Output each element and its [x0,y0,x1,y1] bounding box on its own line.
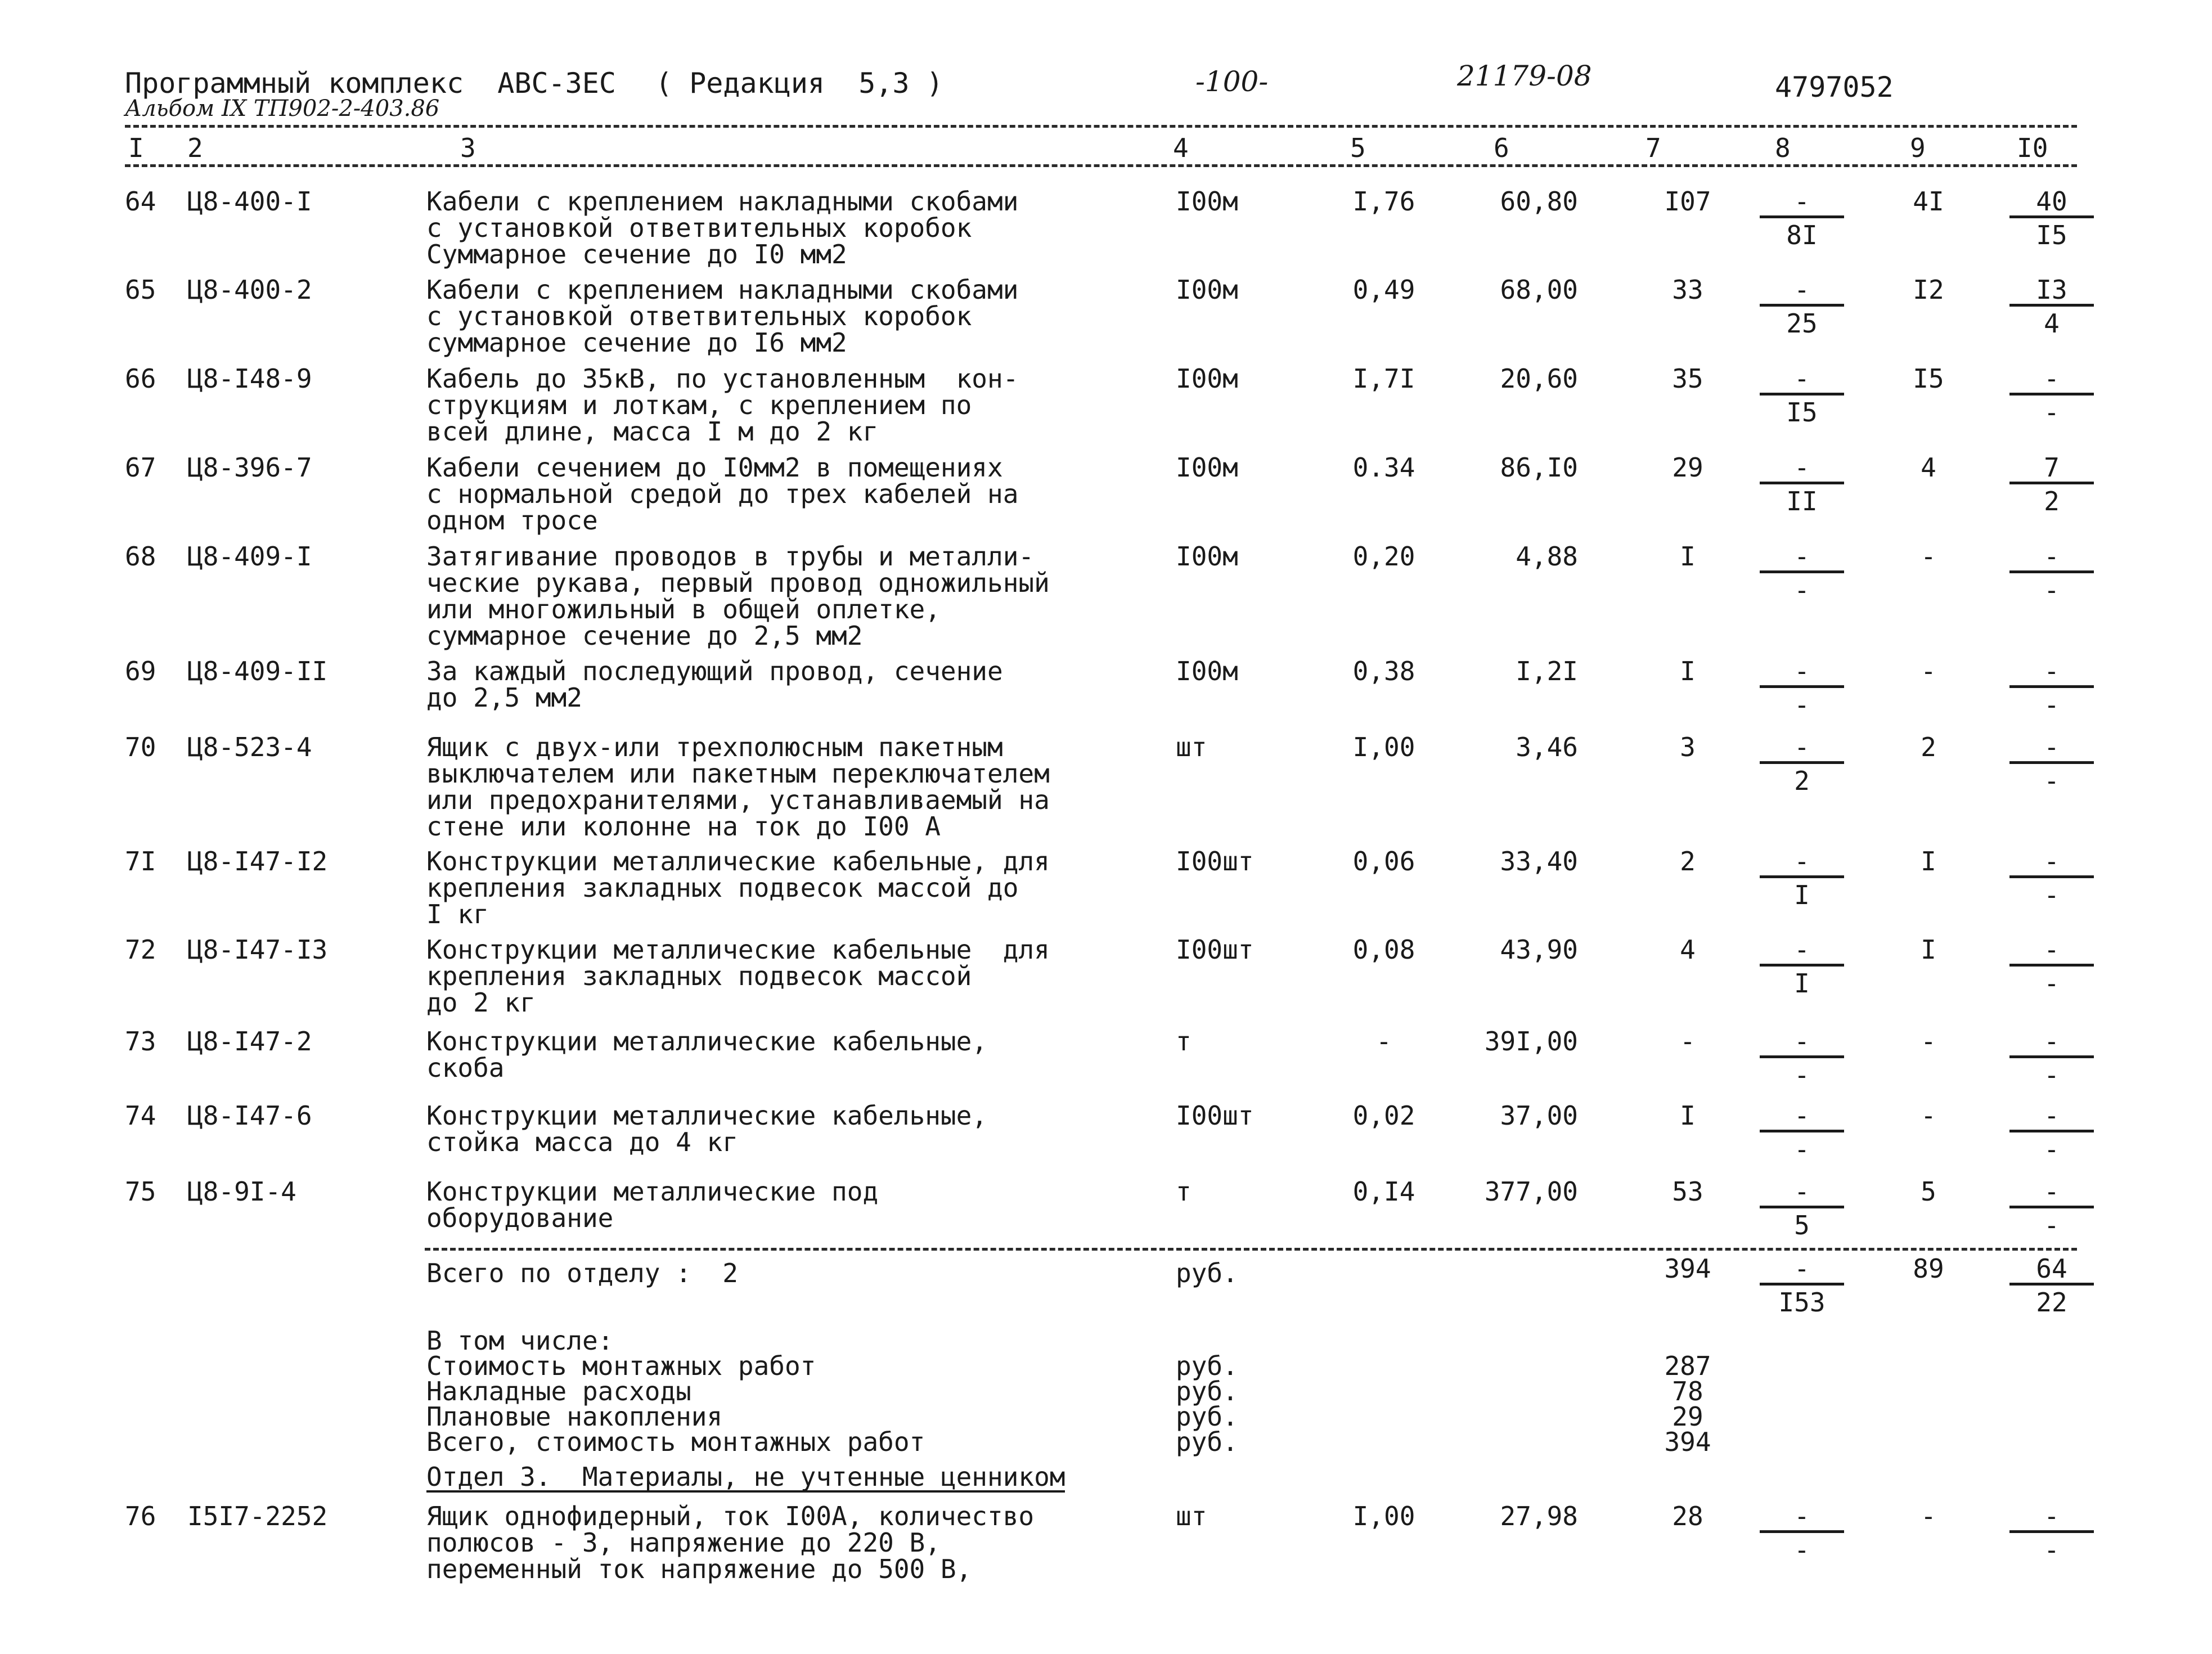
fraction-bar [2009,1130,2094,1132]
row-col10-num: - [2044,656,2060,686]
row-col10-num: - [2044,1100,2060,1131]
row-col8-num: - [1794,732,1810,762]
description-line: всей длине, масса I м до 2 кг [426,416,879,447]
row-col8-num: - [1794,1100,1810,1131]
row-col10-num: - [2044,846,2060,877]
row-number: 67 [125,452,156,483]
description-line: Конструкции металлические кабельные, [426,1026,987,1057]
row-quantity: I,00 [1352,1501,1415,1531]
header-divider [125,125,2077,128]
fraction-bar [2009,875,2094,878]
fraction-bar [2009,1206,2094,1208]
row-col8-num: - [1794,1176,1810,1207]
description-line: стене или колонне на ток до I00 А [426,811,941,842]
row-total: I [1680,541,1696,572]
row-quantity: I,00 [1352,732,1415,762]
row-col8-num: - [1794,186,1810,217]
row-code: Ц8-400-2 [187,275,312,305]
description-line: или предохранителями, устанавливаемый на [426,785,1050,815]
row-unit: I00м [1176,656,1238,686]
row-code: Ц8-409-I [187,541,312,572]
fraction-bar [2009,304,2094,307]
row-col9: 4 [1921,452,1936,483]
description-line: стойка масса до 4 кг [426,1127,738,1157]
row-col8-den: - [1794,1535,1810,1565]
row-unit: шт [1176,732,1207,762]
breakdown-value: 78 [1672,1376,1703,1406]
row-code: Ц8-396-7 [187,452,312,483]
description-line: Конструкции металлические кабельные, [426,1100,987,1131]
row-number: 65 [125,275,156,305]
row-unit-price: 20,60 [1500,363,1578,394]
row-col10-den: - [2044,968,2060,999]
row-unit: I00м [1176,186,1238,217]
breakdown-unit: руб. [1176,1351,1238,1381]
description-line: с нормальной средой до трех кабелей на [426,479,1019,509]
section-3-title: Отдел 3. Материалы, не учтенные ценником [426,1462,1065,1492]
row-col8-den: - [1794,575,1810,605]
description-line: Кабель до 35кВ, по установленным кон- [426,363,1019,394]
fraction-bar [1760,1130,1844,1132]
row-col10-num: 7 [2044,452,2060,483]
total-dept-c8-den: I53 [1778,1287,1826,1318]
col-header-5: 5 [1350,133,1366,163]
row-total: - [1680,1026,1696,1057]
row-number: 73 [125,1026,156,1057]
row-quantity: 0,I4 [1352,1176,1415,1207]
breakdown-value: 287 [1664,1351,1711,1381]
row-col10-num: 40 [2036,186,2067,217]
total-dept-value: 394 [1664,1253,1711,1284]
row-total: I07 [1664,186,1711,217]
row-code: Ц8-400-I [187,186,312,217]
description-line: одном тросе [426,505,598,536]
description-line: с установкой ответвительных коробок [426,213,972,243]
row-col8-den: - [1794,690,1810,720]
col-header-4: 4 [1173,133,1189,163]
row-number: 75 [125,1176,156,1207]
description-line: За каждый последующий провод, сечение [426,656,1003,686]
row-total: 3 [1680,732,1696,762]
description-line: Кабели с креплением накладными скобами [426,186,1019,217]
row-col8-num: - [1794,1026,1810,1057]
row-col8-den: I [1794,880,1810,910]
row-total: I [1680,1100,1696,1131]
row-total: 28 [1672,1501,1703,1531]
row-col9: - [1921,1501,1936,1531]
row-col9: I2 [1913,275,1944,305]
row-col9: 4I [1913,186,1944,217]
description-line: Суммарное сечение до I0 мм2 [426,239,847,269]
row-description [426,1028,987,1081]
row-description [426,188,1018,268]
row-unit-price: 60,80 [1500,186,1578,217]
row-description [426,543,1050,649]
row-col10-den: - [2044,397,2060,428]
edition: ( Редакция 5,3 ) [655,67,943,100]
total-dept-unit: руб. [1176,1258,1238,1288]
row-unit: I00м [1176,275,1238,305]
row-number: 74 [125,1100,156,1131]
fraction-bar [1760,304,1844,307]
fraction-bar [2009,685,2094,688]
row-total: 33 [1672,275,1703,305]
fraction-bar [2009,761,2094,764]
row-col10-den: - [2044,690,2060,720]
row-col10-num: - [2044,1501,2060,1531]
row-col8-den: I5 [1786,397,1818,428]
col-header-3: 3 [460,133,476,163]
row-col9: - [1921,1100,1936,1131]
description-line: Конструкции металлические кабельные, для [426,846,1050,877]
row-number: 69 [125,656,156,686]
description-line: суммарное сечение до 2,5 мм2 [426,621,863,651]
fraction-bar [1760,1055,1844,1058]
description-line: I кг [426,899,489,929]
row-unit: I00м [1176,363,1238,394]
row-number: 68 [125,541,156,572]
fraction-bar [2009,393,2094,395]
row-code: Ц8-I47-6 [187,1100,312,1131]
fraction-bar [1760,482,1844,484]
fraction-bar [2009,215,2094,218]
row-unit-price: 37,00 [1500,1100,1578,1131]
row-total: 29 [1672,452,1703,483]
row-unit: I00м [1176,541,1238,572]
row-description [426,1100,987,1157]
row-unit-price: 68,00 [1500,275,1578,305]
row-unit-price: I,2I [1516,656,1578,686]
row-col10-num: - [2044,541,2060,572]
row-code: Ц8-9I-4 [187,1176,296,1207]
row-quantity: 0,02 [1352,1100,1415,1131]
description-line: суммарное сечение до I6 мм2 [426,327,847,358]
description-line: струкциям и лоткам, с креплением по [426,390,972,420]
row-col8-den: 8I [1786,220,1818,250]
fraction-bar [1760,875,1844,878]
row-col8-den: 25 [1786,308,1818,339]
row-description [426,934,1050,1018]
fraction-bar [2009,964,2094,967]
breakdown-unit: руб. [1176,1427,1238,1457]
row-col8-num: - [1794,363,1810,394]
program-name: Программный комплекс АВС-ЗЕС [125,67,616,100]
total-dept-c8-num: - [1794,1253,1810,1284]
row-col10-den: - [2044,1060,2060,1090]
fraction-bar [2009,482,2094,484]
col-header-9: 9 [1910,133,1926,163]
row-unit: т [1176,1026,1192,1057]
row-col10-num: - [2044,732,2060,762]
description-line: Кабели с креплением накладными скобами [426,275,1019,305]
row-col9: 2 [1921,732,1936,762]
album-note: Альбом IX ТП902-2-403.86 [125,96,440,122]
description-line: оборудование [426,1203,614,1233]
row-col10-num: - [2044,363,2060,394]
row-col10-den: - [2044,1134,2060,1165]
description-line: Затягивание проводов в трубы и металли- [426,541,1035,572]
row-col10-den: - [2044,766,2060,796]
row-col10-den: 4 [2044,308,2060,339]
fraction-bar [2009,1530,2094,1533]
col-header-2: 2 [187,133,203,163]
row-unit: I00шт [1176,846,1254,877]
row-unit-price: 33,40 [1500,846,1578,877]
row-col9: 5 [1921,1176,1936,1207]
breakdown-label: Всего, стоимость монтажных работ [426,1427,925,1457]
row-unit: I00м [1176,452,1238,483]
row-description [426,848,1050,928]
description-line: или многожильный в общей оплетке, [426,594,941,624]
row-col8-den: 2 [1794,766,1810,796]
row-number: 7I [125,846,156,877]
fraction-bar [1760,215,1844,218]
row-number: 64 [125,186,156,217]
row-total: I [1680,656,1696,686]
row-unit-price: 377,00 [1484,1176,1578,1207]
row-total: 2 [1680,846,1696,877]
row-quantity: I,7I [1352,363,1415,394]
row-quantity: 0,49 [1352,275,1415,305]
description-line: скоба [426,1053,505,1083]
col-header-1: I [128,133,144,163]
row-unit-price: 43,90 [1500,934,1578,965]
doc-code: 21179-08 [1457,60,1592,92]
breakdown-label: Плановые накопления [426,1401,723,1432]
row-col8-den: I [1794,968,1810,999]
row-total: 4 [1680,934,1696,965]
row-code: I5I7-2252 [187,1501,328,1531]
description-line: Конструкции металлические под [426,1176,879,1207]
row-unit-price: 39I,00 [1484,1026,1578,1057]
row-description [426,277,1018,356]
fraction-bar [1760,393,1844,395]
row-total: 53 [1672,1176,1703,1207]
fraction-bar [1760,761,1844,764]
row-total: 35 [1672,363,1703,394]
row-col8-num: - [1794,275,1810,305]
breakdown-label: Накладные расходы [426,1376,691,1406]
row-col10-den: 2 [2044,486,2060,516]
row-quantity: - [1376,1026,1392,1057]
total-dept-c10-num: 64 [2036,1253,2067,1284]
row-col8-den: 5 [1794,1210,1810,1240]
fraction-bar [1760,570,1844,573]
row-code: Ц8-I47-I3 [187,934,328,965]
description-line: Кабели сечением до I0мм2 в помещениях [426,452,1003,483]
total-dept-c10-den: 22 [2036,1287,2067,1318]
col-header-10: I0 [2017,133,2048,163]
row-description [426,734,1050,840]
row-quantity: 0,38 [1352,656,1415,686]
description-line: до 2 кг [426,987,536,1018]
row-number: 66 [125,363,156,394]
totals-divider [425,1248,2077,1251]
breakdown-title: В том числе: [426,1325,614,1356]
description-line: переменный ток напряжение до 500 В, [426,1554,972,1584]
row-col8-num: - [1794,846,1810,877]
col-header-8: 8 [1775,133,1791,163]
row-description [426,658,1003,711]
row-col10-num: - [2044,1026,2060,1057]
breakdown-value: 394 [1664,1427,1711,1457]
row-col8-den: - [1794,1060,1810,1090]
fraction-bar [2009,570,2094,573]
row-col10-num: - [2044,1176,2060,1207]
row-description [426,452,1019,536]
description-line: выключателем или пакетным переключателем [426,758,1050,789]
row-col10-den: - [2044,880,2060,910]
row-quantity: 0.34 [1352,452,1415,483]
row-col10-den: - [2044,1210,2060,1240]
row-col9: - [1921,1026,1936,1057]
row-col8-num: - [1794,452,1810,483]
col-header-6: 6 [1494,133,1509,163]
fraction-bar [1760,1530,1844,1533]
row-unit-price: 86,I0 [1500,452,1578,483]
total-dept-label: Всего по отделу : 2 [426,1258,738,1288]
columns-divider [125,164,2077,167]
row-code: Ц8-I48-9 [187,363,312,394]
row-col8-num: - [1794,1501,1810,1531]
row-col10-num: - [2044,934,2060,965]
breakdown-value: 29 [1672,1401,1703,1432]
description-line: крепления закладных подвесок массой [426,961,972,991]
row-unit: I00шт [1176,1100,1254,1131]
page-number: -100- [1195,65,1269,98]
row-description [426,1503,1034,1583]
description-line: с установкой ответвительных коробок [426,301,972,331]
description-line: крепления закладных подвесок массой до [426,873,1019,903]
row-quantity: 0,20 [1352,541,1415,572]
total-dept-c9: 89 [1913,1253,1944,1284]
fraction-bar [1760,964,1844,967]
fraction-bar [1760,1283,1844,1286]
description-line: Конструкции металлические кабельные для [426,934,1050,965]
description-line: до 2,5 мм2 [426,682,582,713]
row-col10-num: I3 [2036,275,2067,305]
row-quantity: 0,08 [1352,934,1415,965]
row-col9: I [1921,846,1936,877]
row-col9: - [1921,541,1936,572]
description-line: Ящик однофидерный, ток I00А, количество [426,1501,1035,1531]
description-line: Ящик с двух-или трехполюсным пакетным [426,732,1003,762]
row-code: Ц8-I47-2 [187,1026,312,1057]
row-col8-den: - [1794,1134,1810,1165]
row-col10-den: - [2044,1535,2060,1565]
row-col10-den: I5 [2036,220,2067,250]
row-col8-den: II [1786,486,1818,516]
row-number: 70 [125,732,156,762]
row-unit: т [1176,1176,1192,1207]
row-number: 76 [125,1501,156,1531]
description-line: ческие рукава, первый провод одножильный [426,568,1050,598]
row-unit-price: 4,88 [1516,541,1578,572]
row-code: Ц8-523-4 [187,732,312,762]
doc-number: 4797052 [1775,71,1894,104]
fraction-bar [2009,1283,2094,1286]
row-col8-num: - [1794,934,1810,965]
row-description [426,363,1019,447]
row-quantity: 0,06 [1352,846,1415,877]
row-col8-num: - [1794,656,1810,686]
row-number: 72 [125,934,156,965]
row-col9: I5 [1913,363,1944,394]
row-col10-den: - [2044,575,2060,605]
fraction-bar [2009,1055,2094,1058]
row-col9: - [1921,656,1936,686]
breakdown-label: Стоимость монтажных работ [426,1351,816,1381]
row-code: Ц8-I47-I2 [187,846,328,877]
row-quantity: I,76 [1352,186,1415,217]
row-unit: шт [1176,1501,1207,1531]
col-header-7: 7 [1645,133,1661,163]
description-line: полюсов - 3, напряжение до 220 В, [426,1527,941,1558]
row-description [426,1176,879,1233]
breakdown-unit: руб. [1176,1376,1238,1406]
row-unit-price: 3,46 [1516,732,1578,762]
row-unit-price: 27,98 [1500,1501,1578,1531]
breakdown-unit: руб. [1176,1401,1238,1432]
row-col8-num: - [1794,541,1810,572]
row-code: Ц8-409-II [187,656,328,686]
fraction-bar [1760,1206,1844,1208]
row-unit: I00шт [1176,934,1254,965]
row-col9: I [1921,934,1936,965]
fraction-bar [1760,685,1844,688]
